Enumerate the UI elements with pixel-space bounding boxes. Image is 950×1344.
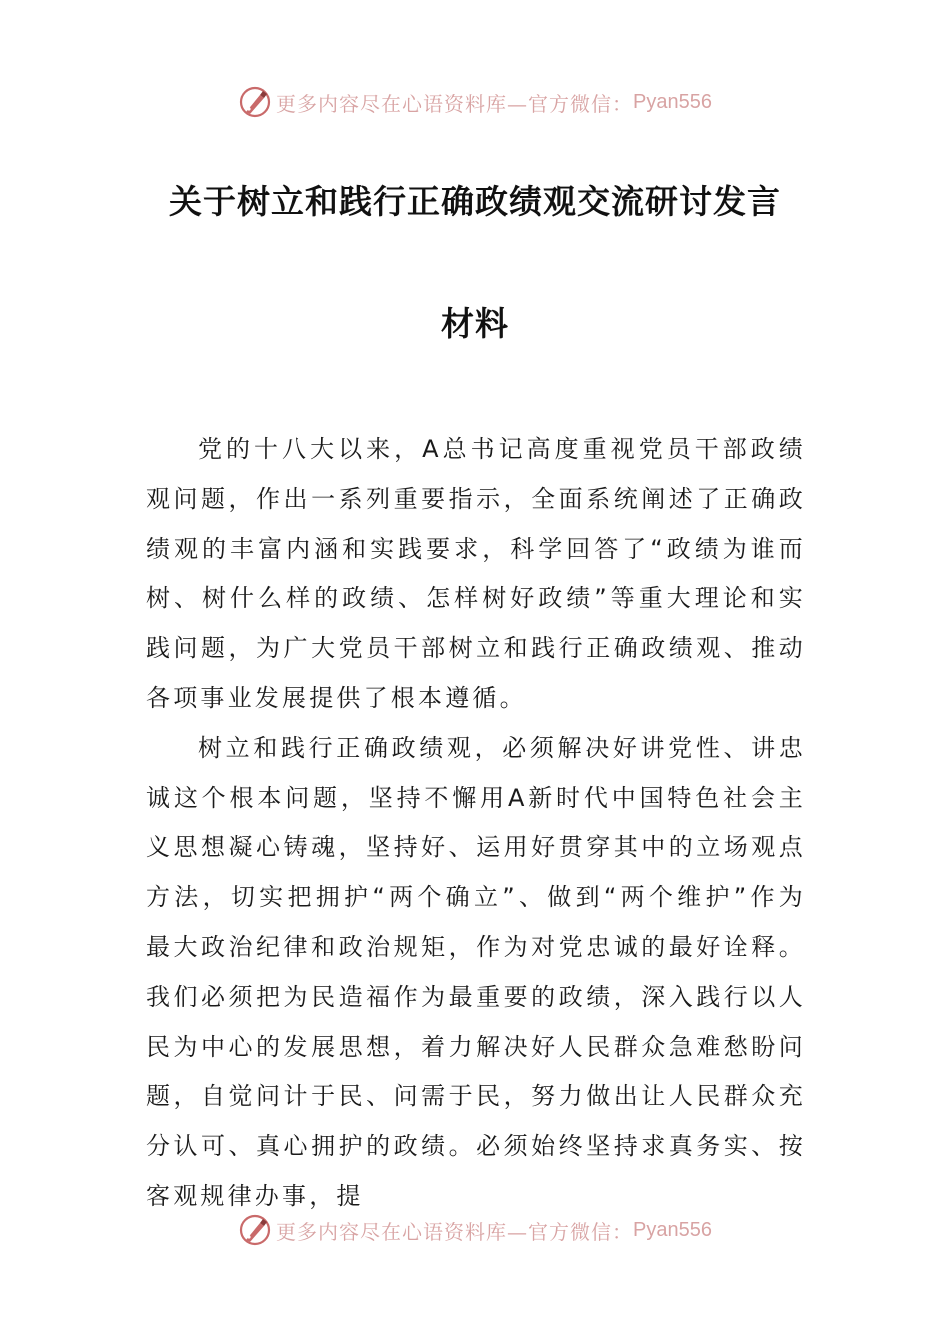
watermark-wechat-id: Pyan556 xyxy=(633,1218,712,1241)
watermark-text: 更多内容尽在心语资料库—官方微信： xyxy=(276,91,634,116)
pen-logo-icon xyxy=(238,1213,272,1247)
document-title-line-1: 关于树立和践行正确政绩观交流研讨发言 xyxy=(169,182,781,221)
watermark-wechat-id: Pyan556 xyxy=(633,90,712,113)
watermark-text: 更多内容尽在心语资料库—官方微信： xyxy=(276,1219,634,1244)
header-watermark xyxy=(0,82,950,122)
pen-logo-icon xyxy=(238,85,272,119)
footer-watermark xyxy=(0,1210,950,1250)
document-title-line-2: 材料 xyxy=(441,304,509,343)
document-body xyxy=(146,425,806,1222)
paragraph-1: 党的十八大以来，A总书记高度重视党员干部政绩观问题，作出一系列重要指示，全面系统阐述了正确政绩观的丰富内涵和实践要求，科学回答了“政绩为谁而树、树什么样的政绩、怎样树好政绩”等重大理论和实践问题，为广大党员干部树立和践行正确政绩观、推动各项事业发展提供了根本遵循。 xyxy=(146,435,806,712)
paragraph-2: 树立和践行正确政绩观，必须解决好讲党性、讲忠诚这个根本问题，坚持不懈用A新时代中国特色社会主义思想凝心铸魂，坚持好、运用好贯穿其中的立场观点方法，切实把拥护“两个确立”、做到“两个维护”作为最大政治纪律和政治规矩，作为对党忠诚的最好诠释。我们必须把为民造福作为最重要的政绩，深入践行以人民为中心的发展思想，着力解决好人民群众急难愁盼问题，自觉问计于民、问需于民，努力做出让人民群众充分认可、真心拥护的政绩。必须始终坚持求真务实、按客观规律办事，提 xyxy=(146,733,806,1210)
